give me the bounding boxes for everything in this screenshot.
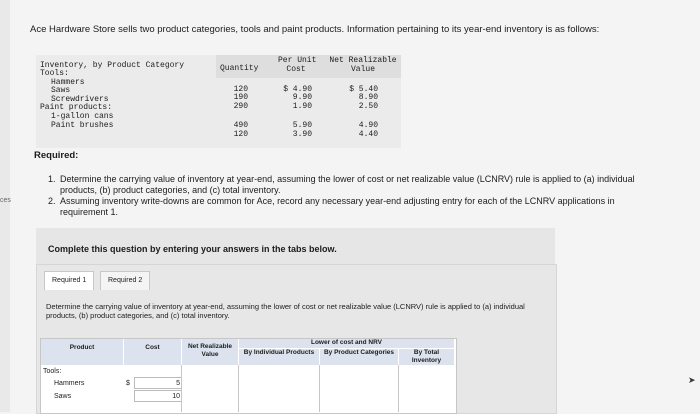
complete-note: Complete this question by entering your answers in the tabs below. [48,244,337,254]
row-label-screwdrivers: Screwdrivers [51,95,109,104]
grid-divider [398,365,399,412]
row-label-gallon-cans: 1-gallon cans [51,112,114,121]
cursor-arrow-icon: ➤ [688,375,696,385]
answer-currency-hammers: $ [126,380,130,387]
requirement-item [48,196,648,217]
col-header-product: Product [41,339,123,365]
panel-instruction: Determine the carrying value of inventory at year-end, assuming the lower of cost or net realizable value (LCNRV) rule is applied to (a) individual products, (b) product categories, and (c) total inventory. [46,302,525,320]
requirement-text: Assuming inventory write-downs are common for Ace, record any necessary year-end adjusting entry for each of the LCNRV applications in requirement 1. [60,196,615,217]
row-label-hammers: Hammers [51,78,85,87]
row-cost-gallon-cans: 5.90 [292,121,312,130]
answer-row-saws: Saws [54,393,72,400]
row-nrv-gallon-cans: 4.90 [358,121,378,130]
requirement-number: 1. [48,174,56,184]
row-nrv-paint-brushes: 4.40 [358,130,378,139]
row-nrv-screwdrivers: 2.50 [358,102,378,111]
row-label-paint-brushes: Paint brushes [51,121,114,130]
intro-text: Ace Hardware Store sells two product categories, tools and paint products. Information pertaining to its year-end inventory is as follows: [30,24,600,35]
grid-divider [181,365,182,412]
inventory-category-header: Inventory, by Product Category [40,61,185,70]
row-label-tools: Tools: [40,69,69,78]
requirement-item [48,174,648,195]
row-qty-hammers: 120 [233,85,248,94]
row-qty-gallon-cans: 490 [233,121,248,130]
required-heading: Required: [34,150,79,161]
row-nrv-hammers: $ 5.40 [349,85,378,94]
nrv-value-hammers: 5 [176,380,180,387]
row-qty-saws: 190 [233,93,248,102]
nrv-header-1: Net Realizable [329,56,397,65]
row-cost-screwdrivers: 1.90 [292,102,312,111]
answer-row-hammers: Hammers [54,380,85,387]
col-header-cost: Cost [124,339,181,365]
row-cost-paint-brushes: 3.90 [292,130,312,139]
grid-divider [238,365,239,412]
unit-cost-header-1: Per Unit [278,56,317,65]
row-cost-saws: 9.90 [292,93,312,102]
tab-required-2[interactable]: Required 2 [100,271,150,290]
left-edge-strip [0,0,10,412]
unit-cost-header-2: Cost [286,65,306,74]
requirements-list [48,174,648,217]
requirement-number: 2. [48,196,56,206]
quantity-header: Quantity [220,64,259,73]
row-qty-screwdrivers: 290 [233,102,248,111]
answer-row-tools: Tools: [43,368,62,375]
nrv-header-2: Value [350,65,375,74]
row-cost-hammers: $ 4.90 [283,85,312,94]
col-header-nrv: Net Realizable Value [182,339,238,365]
col-header-by-individual: By Individual Products [239,349,319,365]
grid-divider [319,365,320,412]
tab-required-1[interactable]: Required 1 [44,271,94,290]
row-qty-paint-brushes: 120 [233,130,248,139]
col-header-lcnrv: Lower of cost and NRV [239,339,454,348]
col-header-by-category: By Product Categories [320,349,398,365]
side-tab-label[interactable]: ces [0,197,11,204]
row-nrv-saws: 8.90 [358,93,378,102]
col-header-by-total: By Total Inventory [399,349,454,365]
requirement-text: Determine the carrying value of inventory at year-end, assuming the lower of cost or net realizable value (LCNRV) rule is applied to (a) individual products, (b) product categories, and (c) total inventory. [60,174,635,195]
row-label-paint-products: Paint products: [40,103,113,112]
row-label-saws: Saws [51,86,71,95]
nrv-value-saws: 10 [172,393,180,400]
